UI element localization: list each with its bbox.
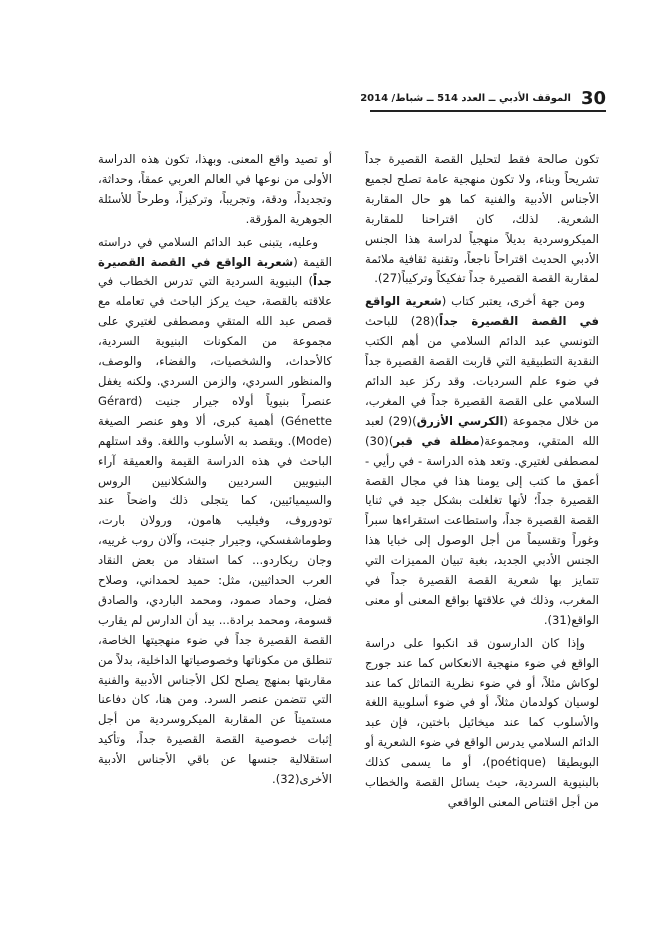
book-title: الكرسي الأزرق — [416, 413, 504, 428]
text-run: وعليه، يتبنى عبد الدائم السلامي في دراسته القيمة ( — [98, 234, 332, 269]
running-title: الموقف الأدبي ــ العدد 514 ــ شباط/ 2014 — [360, 92, 571, 104]
left-column — [98, 150, 332, 875]
text-run: )(29) لعبد الله المتقي، ومجموعة( — [365, 413, 599, 448]
right-column — [365, 150, 599, 875]
text-run: ومن جهة أخرى، يعتبر كتاب ( — [441, 294, 585, 309]
text-run: ) البنيوية السردية التي تدرس الخطاب في علاقته بالقصة، حيث يركز الباحث في تعامله مع قصص عبد الله المتقي ومصطفى لغتيري على مجموعة من المكونات البنيوية السردية، كالأحداث، والشخصيات، والفضاء، والوصف، والمنظور السردي، والزمن السردي. ولكنه يغفل عنصراً بنيوياً أولاه جيرار جنيت (Gérard Génette) أهمية كبرى، ألا وهو عنصر الصيغة (Mode). ويقصد به الأسلوب واللغة. وقد استلهم الباحث في هذه الدراسة القيمة والعميقة آراء البنيويين السرديين والشكلانيين الروس والسيميائيين، كما يتجلى ذلك واضحاً عند تودوروف، وفيليب هامون، ورولان بارت، وطوماشفسكي، وجيرار جنيت، وآلان روب غرييه، وجان ريكاردو... كما استفاد من بعض النقاد العرب الحداثيين، مثل: حميد لحمداني، وصلاح فضل، وحماد صمود، ومحمد الباردي، والصادق قسومة، ومحمد برادة... بيد أن الدارس لم يقارب القصة القصيرة جداً في ضوء منهجيتها الخاصة، تنطلق من مكوناتها وخصوصياتها الداخلية، بدلاً من مقاربتها بمنهج يصلح لكل الأجناس الأدبية والفنية التي تتضمن عنصر السرد. ومن هنا، كان دفاعنا مستميتاً عن المقاربة الميكروسردية من أجل إثبات خصوصية القصة القصيرة جداً، وتأكيد استقلالية جنسها عن باقي الأجناس الأدبية الأخرى(32). — [98, 274, 332, 787]
text-run: )(28) للباحث التونسي عبد الدائم السلامي من أهم الكتب النقدية التطبيقية التي قاربت القصة القصيرة جداً في ضوء علم السرديات. وقد ركز عبد الدائم السلامي على القصة القصيرة جداً في المغرب، من خلال مجموعة ( — [365, 314, 599, 428]
page-number: 30 — [580, 87, 606, 109]
text-run: )(30) لمصطفى لغتيري. وتعد هذه الدراسة - في رأيي - أعمق ما كتب إلى يومنا هذا في مجال القصة القصيرة جداً؛ لأنها تغلغلت بشكل جيد في ثنايا القصة القصيرة جداً، واستطاعت استقراءها سبراً وغوراً وتقسيماً من أجل الوصول إلى خبايا هذا الجنس الأدبي الجديد، بغية تبيان المميزات التي تتمايز بها شعرية القصة القصيرة جداً في المغرب، وذلك في علاقتها بواقع المعنى أو معنى الواقع(31). — [365, 433, 599, 627]
paragraph: أو تصيد واقع المعنى. وبهذا، تكون هذه الدراسة الأولى من نوعها في العالم العربي عمقاً، وحداثة، وتجديداً، ودقة، وتجريباً، وتركيزاً، وطرحاً للأسئلة الجوهرية المؤرقة. — [98, 152, 332, 226]
paragraph: وإذا كان الدارسون قد انكبوا على دراسة الواقع في ضوء منهجية الانعكاس كما عند جورج لوكاش مثلاً، أو في ضوء نظرية التماثل كما عند لوسيان كولدمان مثلاً، أو في ضوء أسلوبية اللغة والأسلوب كما عند ميخائيل باختين، فإن عبد الدائم السلامي يدرس الواقع في ضوء الشعرية أو البويطيقا (poétique)، أو ما يسمى كذلك بالبنيوية السردية، حيث يسائل القصة والخطاب من أجل اقتناص المعنى الواقعي — [365, 635, 599, 809]
paragraph: تكون صالحة فقط لتحليل القصة القصيرة جداً تشريحاً وبناء، ولا تكون منهجية عامة تصلح لجميع الأجناس الأدبية والفنية كما هو حال المقاربة الشعرية. لذلك، كان اقتراحنا للمقاربة الميكروسردية بديلاً منهجياً لدراسة هذا الجنس الأدبي الحديث اقتراحاً ناجعاً، وتقنية ثقافية ملائمة لمقاربة القصة القصيرة جداً تفكيكاً وتركيباً(27). — [365, 152, 599, 286]
paragraph — [98, 233, 332, 790]
page-header — [360, 86, 606, 112]
book-title: شعرية الواقع في القصة القصيرة جداً — [98, 254, 332, 289]
paragraph — [365, 292, 599, 630]
book-title: مظلة في قبر — [393, 433, 480, 448]
book-title: شعرية الواقع في القصة القصيرة جداً — [365, 294, 600, 329]
